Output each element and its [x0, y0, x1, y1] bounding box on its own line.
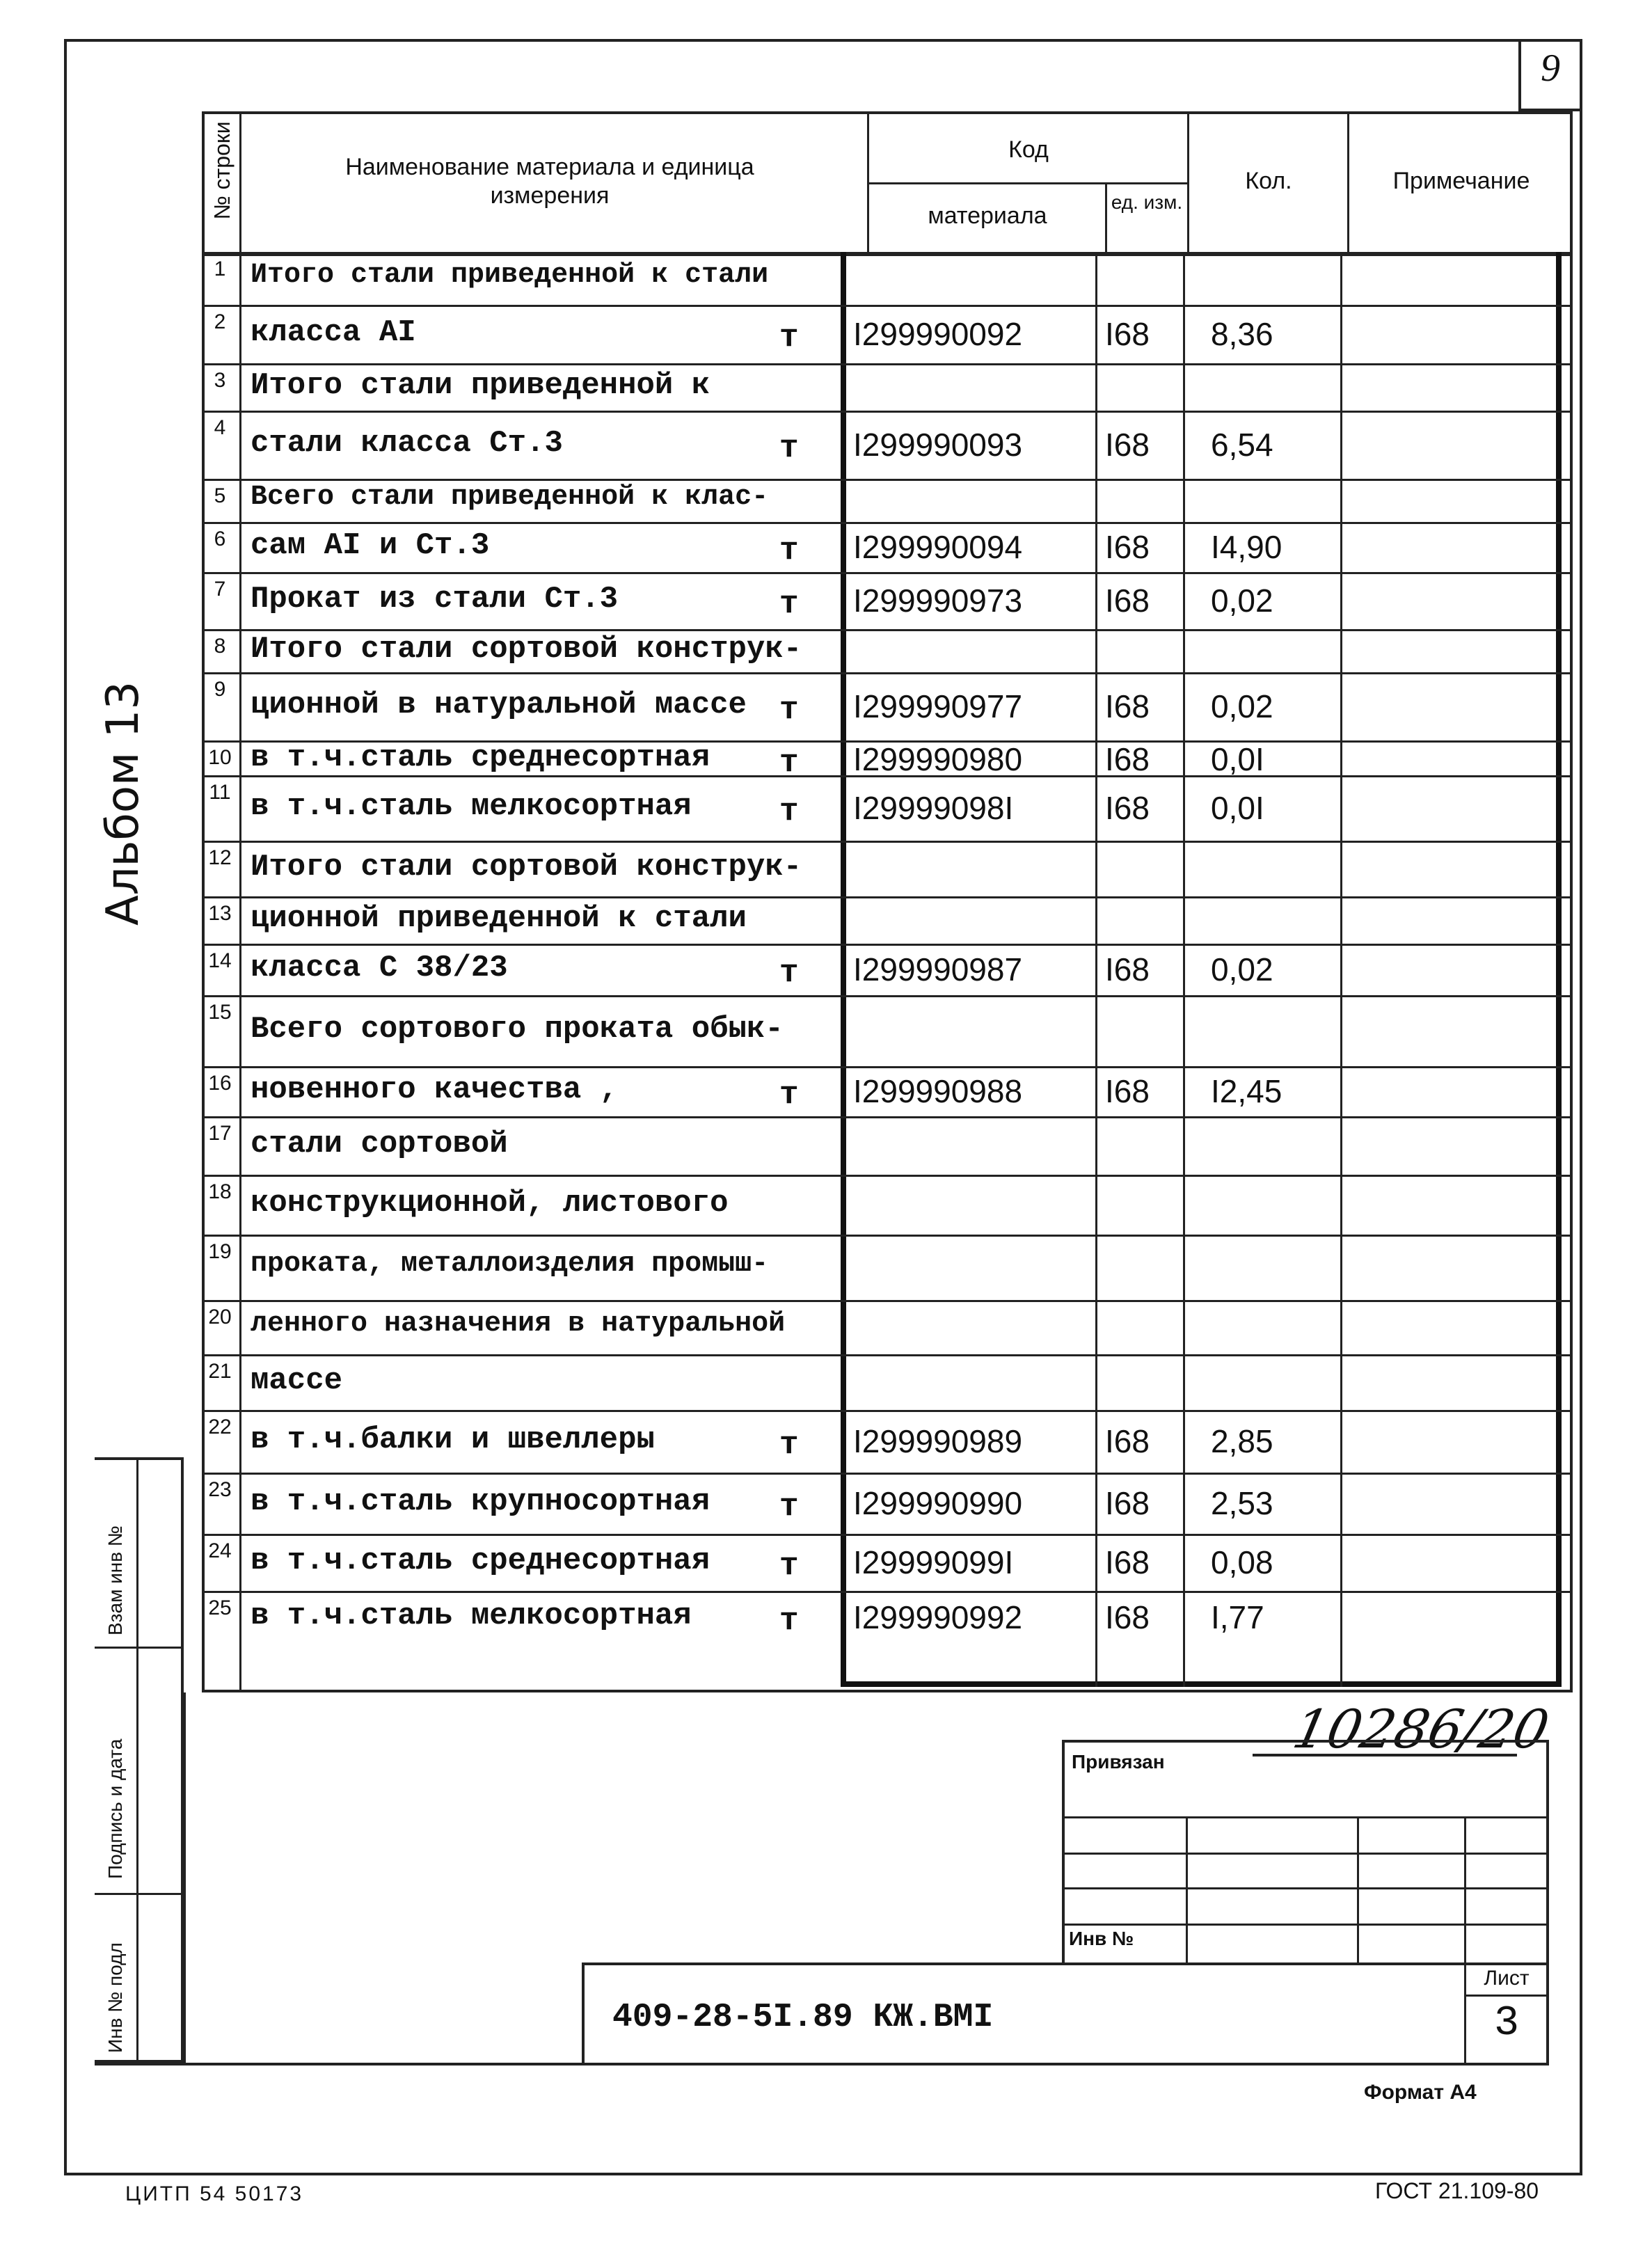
row-separator [202, 1300, 1573, 1302]
unit-code: I68 [1105, 951, 1150, 988]
material-name: в т.ч.сталь мелкосортная [251, 1599, 692, 1633]
material-name: класса АI [251, 315, 416, 350]
quantity: 6,54 [1211, 427, 1273, 463]
header-code: Код [1008, 136, 1049, 163]
row-separator [202, 1534, 1573, 1536]
priv-line-4 [1062, 1924, 1549, 1926]
designation: 409-28-5I.89 КЖ.ВМI [612, 1999, 994, 2036]
material-code: I299990093 [853, 427, 1023, 463]
privyazan-block [1062, 1740, 1549, 1962]
material-name: класса С 38/23 [251, 951, 508, 985]
row-number: 4 [214, 416, 226, 439]
body-col-note [1340, 252, 1342, 1687]
material-name: ленного назначения в натуральной [251, 1308, 786, 1340]
quantity: I2,45 [1211, 1073, 1282, 1109]
row-separator [202, 305, 1573, 307]
side-stamp-sep-2 [95, 1893, 184, 1895]
row-number: 18 [208, 1180, 232, 1203]
unit-code: I68 [1105, 529, 1150, 565]
quantity: 0,02 [1211, 951, 1273, 988]
row-number: 14 [208, 949, 232, 972]
header-code-unit: ед. изм. [1111, 191, 1183, 213]
material-name: Итого стали сортовой конструк- [251, 632, 802, 667]
left-frame-rule [184, 1692, 186, 2063]
row-separator [202, 479, 1573, 481]
material-code: I299990973 [853, 582, 1023, 619]
material-name: в т.ч.балки и швеллеры [251, 1422, 655, 1457]
row-number: 21 [208, 1360, 232, 1383]
side-stamp-sep-1 [95, 1647, 184, 1649]
unit-code: I68 [1105, 741, 1150, 777]
footer-left: ЦИТП 54 50173 [125, 2182, 304, 2205]
side-podpis: Подпись и дата [104, 1738, 126, 1879]
header-name: Наименование материала и единица измерения [345, 154, 754, 209]
material-code: I299990987 [853, 951, 1023, 988]
priv-col-1 [1186, 1816, 1188, 1962]
material-name: стали класса Ст.3 [251, 426, 563, 461]
header-qty: Кол. [1245, 168, 1292, 194]
list-label: Лист [1484, 1967, 1530, 1990]
unit-code: I68 [1105, 1544, 1150, 1580]
unit-label: т [779, 1603, 799, 1639]
material-code: I29999098I [853, 790, 1014, 826]
album-label: Альбом 13 [97, 681, 149, 926]
row-number: 25 [208, 1596, 232, 1619]
row-number: 15 [208, 1001, 232, 1024]
row-separator [202, 572, 1573, 574]
quantity: 0,08 [1211, 1544, 1273, 1580]
row-number: 24 [208, 1539, 232, 1562]
priv-col-3 [1464, 1816, 1466, 1962]
material-name: Прокат из стали Ст.3 [251, 582, 619, 617]
material-code: I299990992 [853, 1599, 1023, 1635]
row-number: 9 [214, 678, 226, 701]
row-number: 3 [214, 369, 226, 392]
material-name: в т.ч.сталь крупносортная [251, 1484, 710, 1519]
col-line-4 [1187, 111, 1189, 252]
row-number: 8 [214, 635, 226, 658]
quantity: I,77 [1211, 1599, 1264, 1635]
unit-code: I68 [1105, 1073, 1150, 1109]
privyazan-label: Привязан [1072, 1751, 1165, 1773]
header-note: Примечание [1392, 168, 1530, 194]
row-separator [202, 1116, 1573, 1118]
side-vzam: Взам инв № [104, 1525, 126, 1635]
material-name: ционной в натуральной массе [251, 688, 747, 722]
unit-code: I68 [1105, 688, 1150, 724]
row-number: 16 [208, 1072, 232, 1095]
unit-label: т [779, 745, 799, 781]
material-name: в т.ч.сталь среднесортная [251, 1544, 710, 1578]
material-name: в т.ч.сталь среднесортная [251, 740, 710, 775]
unit-code: I68 [1105, 1423, 1150, 1459]
col-line-1 [239, 111, 241, 1692]
quantity: I4,90 [1211, 529, 1282, 565]
col-line-5 [1347, 111, 1349, 252]
inv-no-label: Инв № [1069, 1928, 1134, 1949]
side-stamp-divider [136, 1457, 138, 2063]
material-name: стали сортовой [251, 1127, 508, 1161]
material-code: I299990990 [853, 1485, 1023, 1521]
col-line-2 [867, 111, 869, 252]
row-number: 2 [214, 310, 226, 333]
row-number: 19 [208, 1240, 232, 1263]
unit-label: т [779, 955, 799, 991]
material-code: I299990094 [853, 529, 1023, 565]
row-number: 17 [208, 1122, 232, 1145]
side-inv-podl: Инв № подл [104, 1942, 126, 2053]
unit-label: т [779, 430, 799, 466]
material-name: Итого стали сортовой конструк- [251, 850, 802, 885]
material-name: конструкционной, листового [251, 1186, 729, 1221]
priv-line-3 [1062, 1887, 1549, 1889]
row-separator [202, 1410, 1573, 1412]
row-separator [202, 1473, 1573, 1475]
row-separator [202, 944, 1573, 946]
unit-label: т [779, 1489, 799, 1525]
material-name: сам АI и Ст.3 [251, 528, 490, 563]
priv-line-1 [1062, 1816, 1549, 1818]
unit-code: I68 [1105, 790, 1150, 826]
unit-label: т [779, 692, 799, 728]
list-value: 3 [1493, 2000, 1519, 2047]
priv-line-2 [1062, 1853, 1549, 1855]
quantity: 0,0I [1211, 741, 1264, 777]
quantity: 8,36 [1211, 316, 1273, 352]
row-separator [202, 1354, 1573, 1356]
code-sub-line [867, 182, 1187, 184]
row-number: 23 [208, 1478, 232, 1501]
material-code: I299990988 [853, 1073, 1023, 1109]
quantity: 0,02 [1211, 688, 1273, 724]
row-number: 10 [208, 746, 232, 769]
material-name: Всего стали приведенной к клас- [251, 482, 769, 513]
row-separator [202, 363, 1573, 365]
priv-col-2 [1357, 1816, 1359, 1962]
material-name: Итого стали приведенной к [251, 368, 710, 403]
material-name: Всего сортового проката обык- [251, 1012, 784, 1047]
row-separator [202, 1066, 1573, 1068]
page-number: 9 [1541, 47, 1560, 90]
unit-label: т [779, 532, 799, 569]
row-separator [202, 411, 1573, 413]
unit-label: т [779, 586, 799, 622]
material-code: I29999099I [853, 1544, 1014, 1580]
unit-label: т [779, 1548, 799, 1584]
quantity: 0,02 [1211, 582, 1273, 619]
row-number: 11 [209, 781, 231, 804]
list-sep [1464, 1995, 1549, 1997]
material-code: I299990980 [853, 741, 1023, 777]
body-col-ed [1095, 252, 1097, 1687]
material-name: в т.ч.сталь мелкосортная [251, 789, 692, 824]
row-separator [202, 672, 1573, 674]
unit-label: т [779, 793, 799, 830]
header-row-no: № строки [209, 121, 235, 220]
row-number: 13 [208, 902, 232, 925]
material-code: I299990989 [853, 1423, 1023, 1459]
row-number: 6 [214, 528, 226, 550]
unit-label: т [779, 319, 799, 356]
quantity: 2,85 [1211, 1423, 1273, 1459]
row-number: 20 [208, 1306, 232, 1329]
row-number: 7 [214, 578, 226, 601]
material-name: массе [251, 1363, 343, 1398]
row-separator [202, 629, 1573, 631]
row-number: 12 [208, 846, 232, 869]
header-code-material: материала [928, 203, 1047, 229]
footer-right: ГОСТ 21.109-80 [1375, 2178, 1539, 2203]
row-separator [202, 522, 1573, 524]
unit-label: т [779, 1427, 799, 1463]
row-separator [202, 1591, 1573, 1593]
quantity: 2,53 [1211, 1485, 1273, 1521]
unit-code: I68 [1105, 1485, 1150, 1521]
row-separator [202, 995, 1573, 997]
row-number: 22 [208, 1416, 232, 1438]
material-code: I299990977 [853, 688, 1023, 724]
row-number: 1 [214, 257, 226, 280]
material-name: проката, металлоизделия промыш- [251, 1248, 769, 1280]
bottom-frame-rule [95, 2063, 1549, 2065]
row-separator [202, 1235, 1573, 1237]
row-separator [202, 896, 1573, 898]
unit-code: I68 [1105, 1599, 1150, 1635]
row-number: 5 [214, 484, 226, 507]
quantity: 0,0I [1211, 790, 1264, 826]
material-name: Итого стали приведенной к стали [251, 260, 769, 291]
material-name: ционной приведенной к стали [251, 901, 747, 936]
unit-code: I68 [1105, 316, 1150, 352]
handwritten-number: 10286/20 [1287, 1698, 1555, 1760]
body-col-qty [1183, 252, 1185, 1687]
row-separator [202, 1175, 1573, 1177]
unit-code: I68 [1105, 582, 1150, 619]
material-name: новенного качества , [251, 1072, 619, 1107]
unit-code: I68 [1105, 427, 1150, 463]
unit-label: т [779, 1077, 799, 1113]
format-label: Формат А4 [1364, 2081, 1477, 2104]
material-code: I299990092 [853, 316, 1023, 352]
row-separator [202, 841, 1573, 843]
